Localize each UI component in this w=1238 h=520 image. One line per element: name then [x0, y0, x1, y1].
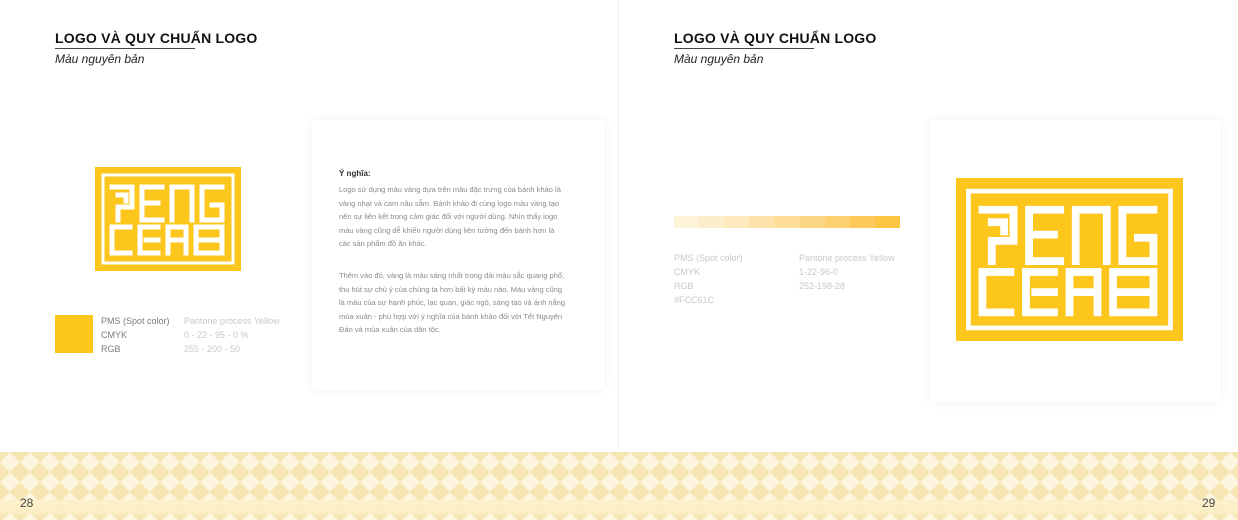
color-gradient-bar: [674, 216, 900, 228]
spec-value-cmyk: 0 - 22 - 95 - 0 %: [184, 330, 249, 340]
spec-label-pms: PMS (Spot color): [101, 316, 170, 326]
gradient-step: [850, 216, 875, 228]
spec-label-hex: #FCC61C: [674, 295, 715, 305]
gradient-step: [749, 216, 774, 228]
spec-label-cmyk: CMYK: [101, 330, 128, 340]
brand-logo-large: [956, 178, 1183, 341]
page-title: LOGO VÀ QUY CHUẨN LOGO: [674, 30, 877, 46]
gradient-step: [724, 216, 749, 228]
gradient-step: [774, 216, 799, 228]
page-number-right: 29: [1202, 496, 1216, 510]
right-spec-labels: [674, 251, 743, 307]
spec-value-rgb: 252-198-28: [799, 281, 846, 291]
meaning-heading: Ý nghĩa:: [339, 169, 371, 178]
spec-values: [184, 314, 280, 356]
spec-label-rgb: RGB: [674, 281, 694, 291]
title-underline: [674, 48, 814, 49]
gradient-step: [800, 216, 825, 228]
right-spec-values: [799, 251, 895, 293]
spec-label-rgb: RGB: [101, 344, 121, 354]
spec-value-pms: Pantone process Yellow: [799, 253, 895, 263]
page-subtitle: Màu nguyên bản: [674, 52, 764, 66]
meaning-panel: [312, 120, 604, 390]
page-subtitle: Màu nguyên bản: [55, 52, 145, 66]
spec-value-pms: Pantone process Yellow: [184, 316, 280, 326]
page-number-left: 28: [20, 496, 34, 510]
meaning-paragraph-2: Thêm vào đó, vàng là màu sáng nhất trong dải màu sắc quang phổ, thu hút sự chú ý của chúng ta hơn bất kỳ màu nào. Màu vàng cũng là màu của sự hạnh phúc, lạc quan, giác ngộ, sáng tạo và ánh nắng mùa xuân - phù hợp với ý nghĩa của bánh khảo đối với Tết Nguyên Đán và mùa xuân của dân tộc.: [339, 271, 566, 334]
spec-value-cmyk: 1-22-96-0: [799, 267, 839, 277]
brand-logo: [95, 167, 241, 271]
spec-labels: [101, 314, 170, 356]
footer-band: [0, 500, 1238, 514]
title-underline: [55, 48, 195, 49]
color-swatch-yellow: [55, 315, 93, 353]
spec-label-pms: PMS (Spot color): [674, 253, 743, 263]
gradient-step: [674, 216, 699, 228]
meaning-paragraph-1: Logo sử dụng màu vàng dựa trên màu đặc trưng của bánh khảo là vàng nhạt và cam nâu sẫm. Bánh khảo đi cùng logo màu vàng tạo nên sự liên kết trong cảm giác đối với người dùng. Nhìn thấy logo màu vàng cũng dễ khiến người dùng liên tưởng đến bánh hơn là các sản phẩm đồ ăn khác.: [339, 185, 561, 248]
gradient-step: [825, 216, 850, 228]
gradient-step: [699, 216, 724, 228]
spec-value-rgb: 255 - 200 - 50: [184, 344, 241, 354]
spec-label-cmyk: CMYK: [674, 267, 701, 277]
gradient-step: [875, 216, 900, 228]
page-title: LOGO VÀ QUY CHUẨN LOGO: [55, 30, 258, 46]
